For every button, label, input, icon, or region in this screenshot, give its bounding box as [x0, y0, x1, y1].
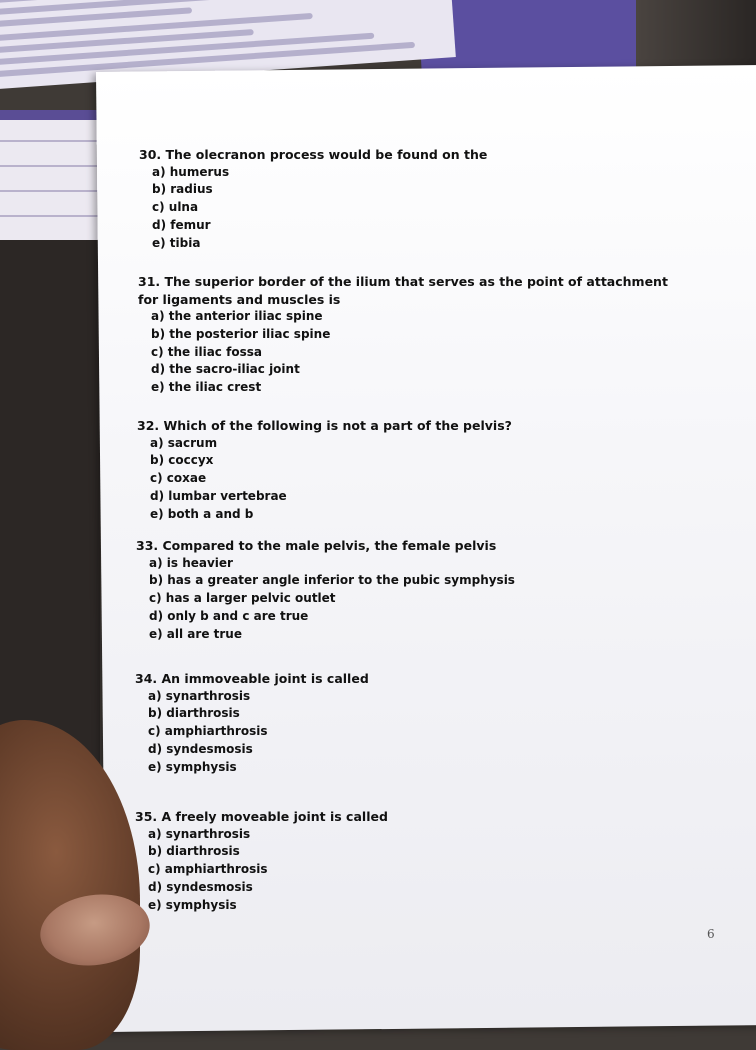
- option-d: d) syndesmosis: [148, 741, 253, 756]
- option-e: e) symphysis: [148, 897, 237, 912]
- option-e: e) all are true: [149, 626, 242, 641]
- question-text: 31. The superior border of the ilium that serves as the point of attachment for ligaments and muscles is: [138, 274, 668, 307]
- question-30: [139, 146, 699, 252]
- option-d: d) only b and c are true: [149, 608, 309, 623]
- page-number: 6: [707, 927, 715, 941]
- option-b: b) diarthrosis: [148, 706, 240, 721]
- option-a: a) sacrum: [150, 435, 218, 450]
- option-d: d) the sacro-iliac joint: [151, 362, 300, 377]
- option-c: c) ulna: [152, 200, 199, 215]
- option-b: b) coccyx: [150, 453, 214, 468]
- question-text: 30. The olecranon process would be found on the: [139, 147, 488, 162]
- question-text: 33. Compared to the male pelvis, the female pelvis: [136, 538, 497, 553]
- option-c: c) amphiarthrosis: [148, 862, 268, 877]
- question-text: 34. An immoveable joint is called: [135, 671, 369, 686]
- question-33: [136, 537, 696, 643]
- option-e: e) tibia: [152, 235, 201, 250]
- question-34: [135, 670, 695, 776]
- option-c: c) the iliac fossa: [151, 344, 262, 359]
- question-31: [138, 273, 678, 397]
- option-e: e) both a and b: [150, 506, 254, 521]
- option-b: b) diarthrosis: [148, 844, 240, 859]
- option-c: c) has a larger pelvic outlet: [149, 591, 336, 606]
- option-d: d) syndesmosis: [148, 879, 253, 894]
- option-b: b) radius: [152, 182, 213, 197]
- option-a: a) humerus: [152, 164, 230, 179]
- option-e: e) symphysis: [148, 759, 237, 774]
- option-a: a) synarthrosis: [148, 688, 251, 703]
- question-32: [137, 417, 697, 523]
- option-c: c) coxae: [150, 471, 207, 486]
- question-text: 35. A freely moveable joint is called: [135, 809, 388, 824]
- question-35: [135, 808, 695, 914]
- option-a: a) the anterior iliac spine: [151, 309, 323, 323]
- option-b: b) has a greater angle inferior to the pubic symphysis: [149, 573, 515, 588]
- option-d: d) femur: [152, 217, 211, 232]
- option-a: a) synarthrosis: [148, 826, 251, 841]
- option-a: a) is heavier: [149, 555, 233, 570]
- question-text: 32. Which of the following is not a part of the pelvis?: [137, 418, 512, 433]
- option-b: b) the posterior iliac spine: [151, 326, 331, 341]
- option-c: c) amphiarthrosis: [148, 724, 268, 739]
- option-d: d) lumbar vertebrae: [150, 488, 287, 503]
- option-e: e) the iliac crest: [151, 380, 262, 395]
